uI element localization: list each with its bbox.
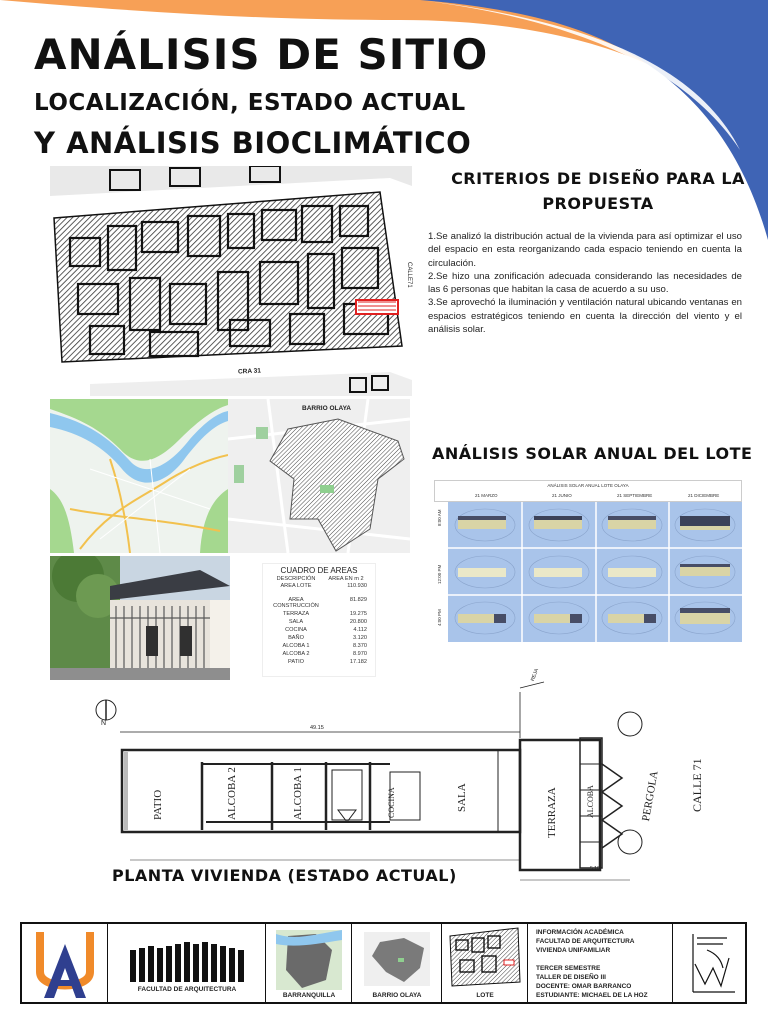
area-row-label: PATIO [288, 659, 304, 665]
area-row-label: COCINA [285, 627, 307, 633]
criteria-title-line2: PROPUESTA [542, 194, 654, 213]
site-street-bottom: CRA 31 [237, 367, 262, 376]
criteria-title-line1: CRITERIOS DE DISEÑO PARA LA [451, 169, 745, 188]
area-table [262, 563, 376, 677]
page-subtitle-1: LOCALIZACIÓN, ESTADO ACTUAL [34, 90, 466, 116]
solar-month: 21 JUNIO [552, 493, 572, 498]
area-header-cell: AREA EN m 2 [328, 576, 364, 582]
footer-city-label: BARRANQUILLA [282, 992, 336, 999]
area-row-value: 110.930 [347, 583, 367, 589]
footer-info-line: DOCENTE: OMAR BARRANCO [536, 983, 632, 990]
footer-info-line [536, 955, 648, 964]
footer-title-block [20, 922, 747, 1004]
room-label-alcoba-2: ALCOBA 2 [226, 767, 238, 820]
footer-info-line: TALLER DE DISEÑO III [536, 974, 606, 981]
footer-faculty-label: FACULTAD DE ARQUITECTURA [137, 986, 237, 993]
solar-table-header [434, 480, 742, 502]
area-row-value: 19.275 [349, 611, 367, 617]
footer-barrio-thumb [364, 932, 430, 986]
solar-table-title: ANÁLISIS SOLAR ANUAL LOTE OLAYA [547, 483, 629, 488]
student-emblem [683, 928, 739, 998]
footer-info-line: ESTUDIANTE: MICHAEL DE LA HOZ [536, 992, 648, 999]
area-table-row [267, 643, 373, 649]
area-header-cell: DESCRIPCIÓN [276, 576, 316, 582]
area-table-row [267, 583, 373, 589]
solar-month: 21 MARZO [475, 493, 498, 498]
criteria-body [428, 230, 742, 336]
area-table-row [267, 651, 373, 657]
footer-logo-cell [22, 924, 108, 1002]
area-row-value: 4.112 [353, 627, 367, 633]
area-table-title: CUADRO DE AREAS [280, 566, 358, 575]
room-label-pergola: PERGOLA [640, 770, 661, 823]
criteria-paragraph: 2.Se hizo una zonificación adecuada considerando las necesidades de las 6 personas que habitan la casa de acuerdo a su uso. [428, 270, 742, 296]
footer-info-line: VIVIENDA UNIFAMILIAR [536, 947, 611, 954]
barrio-map-label: BARRIO OLAYA [302, 405, 352, 412]
floor-plan-reja: REJA [530, 667, 541, 683]
floor-plan-north: N [101, 720, 107, 727]
footer-emblem-cell [672, 924, 747, 1002]
area-row-label: TERRAZA [282, 611, 310, 617]
solar-time: 4:00 PM [437, 609, 442, 626]
floor-plan-dim-side: 5.10 [590, 866, 600, 872]
footer-city-thumb [276, 930, 342, 990]
footer-info-line: FACULTAD DE ARQUITECTURA [536, 938, 635, 945]
area-row-label: AREA LOTE [280, 583, 312, 589]
street-label-calle-71: CALLE 71 [690, 758, 704, 812]
footer-info [536, 928, 648, 1000]
solar-time: 12:00 PM [437, 564, 442, 584]
footer-info-line: INFORMACIÓN ACADÉMICA [536, 929, 624, 936]
solar-title: ANÁLISIS SOLAR ANUAL DEL LOTE [432, 444, 753, 463]
footer-info-line: TERCER SEMESTRE [536, 965, 601, 972]
area-row-label: ALCOBA 2 [282, 651, 310, 657]
area-row-value: 17.182 [349, 659, 367, 665]
room-label-terraza: TERRAZA [546, 787, 558, 838]
area-row-value: 8.970 [353, 651, 367, 657]
area-table-row [267, 619, 373, 625]
area-row-label: ALCOBA 1 [282, 643, 310, 649]
criteria-paragraph: 3.Se aprovechó la iluminación y ventilación natural ubicando ventanas en espacios estratégicos teniendo en cuenta la dirección del viento y el análisis solar. [428, 297, 742, 336]
area-table-header [267, 576, 373, 582]
criteria-paragraph: 1.Se analizó la distribución actual de la vivienda para así optimizar el uso del espacio en esta reorganizando cada espacio teniendo en cuenta la circulación. [428, 231, 742, 269]
area-row-value: 20.800 [349, 619, 367, 625]
footer-faculty-cell [108, 924, 266, 1002]
criteria-title [448, 166, 748, 216]
barrio-map [228, 399, 410, 553]
area-row-value: 8.370 [353, 643, 367, 649]
area-row-label: BAÑO [288, 635, 304, 641]
faculty-logo [130, 940, 246, 982]
area-row-value: 3.120 [353, 635, 367, 641]
page-title: ANÁLISIS DE SITIO [34, 30, 489, 79]
solar-month: 21 SEPTIEMBRE [617, 493, 653, 498]
area-row-label: AREA CONSTRUCCIÓN [273, 597, 319, 609]
site-street-right: CALLE71 [406, 262, 412, 288]
area-row-label: SALA [288, 619, 304, 625]
footer-barrio-cell [352, 924, 442, 1002]
solar-month: 21 DICIEMBRE [688, 493, 720, 498]
city-map [50, 399, 228, 553]
room-label-sala: SALA [456, 783, 468, 812]
room-label-alcoba-1: ALCOBA 1 [292, 767, 304, 820]
footer-city-cell [266, 924, 352, 1002]
house-photo [50, 556, 230, 680]
solar-grid [434, 502, 742, 642]
area-row-value: 81.829 [349, 597, 367, 603]
footer-lot-cell [442, 924, 528, 1002]
area-table-row [267, 597, 373, 609]
area-table-row [267, 611, 373, 617]
floor-plan-dim-total: 49.15 [310, 725, 324, 731]
area-table-row [267, 627, 373, 633]
area-table-row [267, 635, 373, 641]
page-subtitle-2: Y ANÁLISIS BIOCLIMÁTICO [34, 126, 472, 160]
footer-barrio-label: BARRIO OLAYA [372, 992, 422, 999]
room-label-patio: PATIO [152, 789, 164, 820]
university-logo [22, 924, 108, 1002]
solar-time: 8:00 AM [437, 509, 442, 526]
footer-lot-thumb [448, 926, 522, 988]
floor-plan-title: PLANTA VIVIENDA (ESTADO ACTUAL) [112, 866, 457, 885]
site-plan [50, 166, 412, 396]
room-label-alcoba: ALCOBA [586, 785, 595, 818]
area-table-row [267, 659, 373, 665]
footer-lot-label: LOTE [476, 992, 494, 999]
room-label-cocina: COCINA [387, 787, 396, 818]
